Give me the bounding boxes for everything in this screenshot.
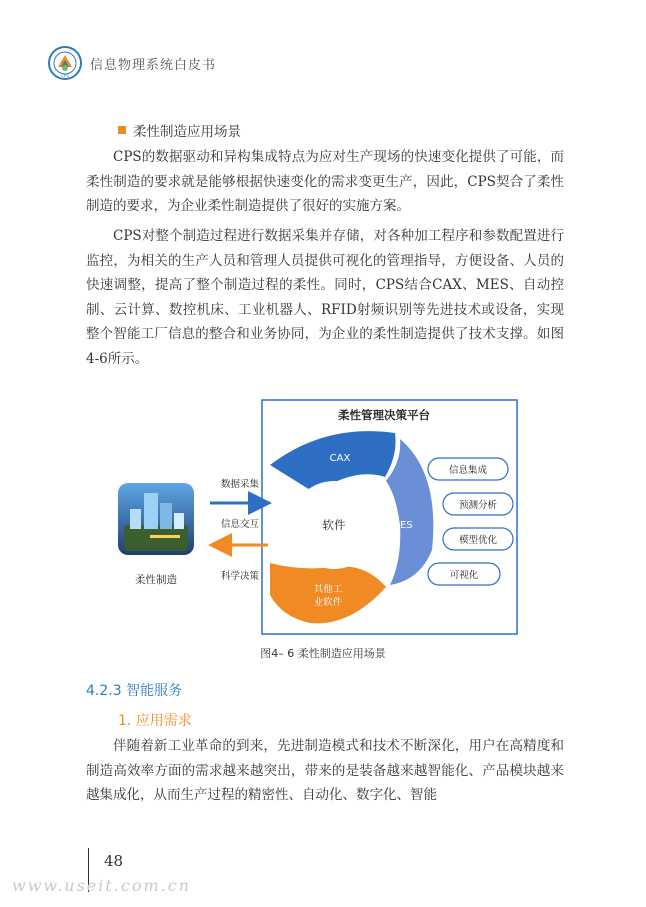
side-item-1-label: 信息集成 xyxy=(448,465,488,476)
header-title: 信息物理系统白皮书 xyxy=(90,57,217,73)
page-header xyxy=(48,48,216,78)
paragraph-2-text: CPS对整个制造过程进行数据采集并存储，对各种加工程序和参数配置进行监控，为相关的生产人员和管理人员提供可视化的管理指导，方便设备、人员的快速调整，提高了整个制造过程的柔性。同时，CPS结合CAX、MES、自动控制、云计算、数控机床、工业机器人、RFID射频识别等先进技术或设备，实现整个智能工厂信息的整合和业务协同，为企业的柔性制造提供了技术支撑。如图4-6所示。 xyxy=(86,228,564,367)
paragraph-1-text: CPS的数据驱动和异构集成特点为应对生产现场的快速变化提供了可能，而柔性制造的要求就是能够根据快速变化的需求变更生产，因此，CPS契合了柔性制造的要求，为企业柔性制造提供了很好的实施方案。 xyxy=(86,149,564,214)
logo-text: CPS xyxy=(60,73,70,78)
paragraph-2 xyxy=(86,224,564,371)
watermark: www.useit.com.cn xyxy=(12,876,192,895)
subsection-title: 4.2.3 智能服务 xyxy=(86,683,183,699)
arrow-label-3: 科学决策 xyxy=(220,571,260,582)
section-heading xyxy=(118,120,241,140)
page-number: 48 xyxy=(104,852,124,870)
side-item-2-label: 预测分析 xyxy=(458,500,498,511)
section-bullet xyxy=(118,126,126,134)
other-software-label-1: 其他工 xyxy=(313,584,343,595)
cax-label: CAX xyxy=(329,453,351,464)
platform-title: 柔性管理决策平台 xyxy=(338,408,430,422)
side-item-3-label: 模型优化 xyxy=(458,535,498,546)
center-label: 软件 xyxy=(322,518,346,532)
arrow-label-1: 数据采集 xyxy=(220,479,260,490)
left-label: 柔性制造 xyxy=(135,574,177,586)
paragraph-3 xyxy=(86,734,564,808)
section-title: 柔性制造应用场景 xyxy=(133,124,241,140)
flexible-manufacturing-city-icon xyxy=(118,483,194,555)
figure-caption: 图4– 6 柔性制造应用场景 xyxy=(260,647,386,660)
arrow-label-2: 信息交互 xyxy=(220,519,260,530)
flexible-manufacturing-figure xyxy=(110,395,530,640)
subsubsection-title: 1. 应用需求 xyxy=(118,713,192,729)
side-item-4-label: 可视化 xyxy=(449,570,479,581)
mes-label: MES xyxy=(391,520,413,531)
paragraph-1 xyxy=(86,145,564,219)
cps-logo-icon xyxy=(48,46,82,80)
other-software-label-2: 业软件 xyxy=(313,597,343,608)
paragraph-3-text: 伴随着新工业革命的到来，先进制造模式和技术不断深化，用户在高精度和制造高效率方面的需求越来越突出，带来的是装备越来越智能化、产品模块越来越集成化，从而生产过程的精密性、自动化、数字化、智能 xyxy=(86,738,564,803)
